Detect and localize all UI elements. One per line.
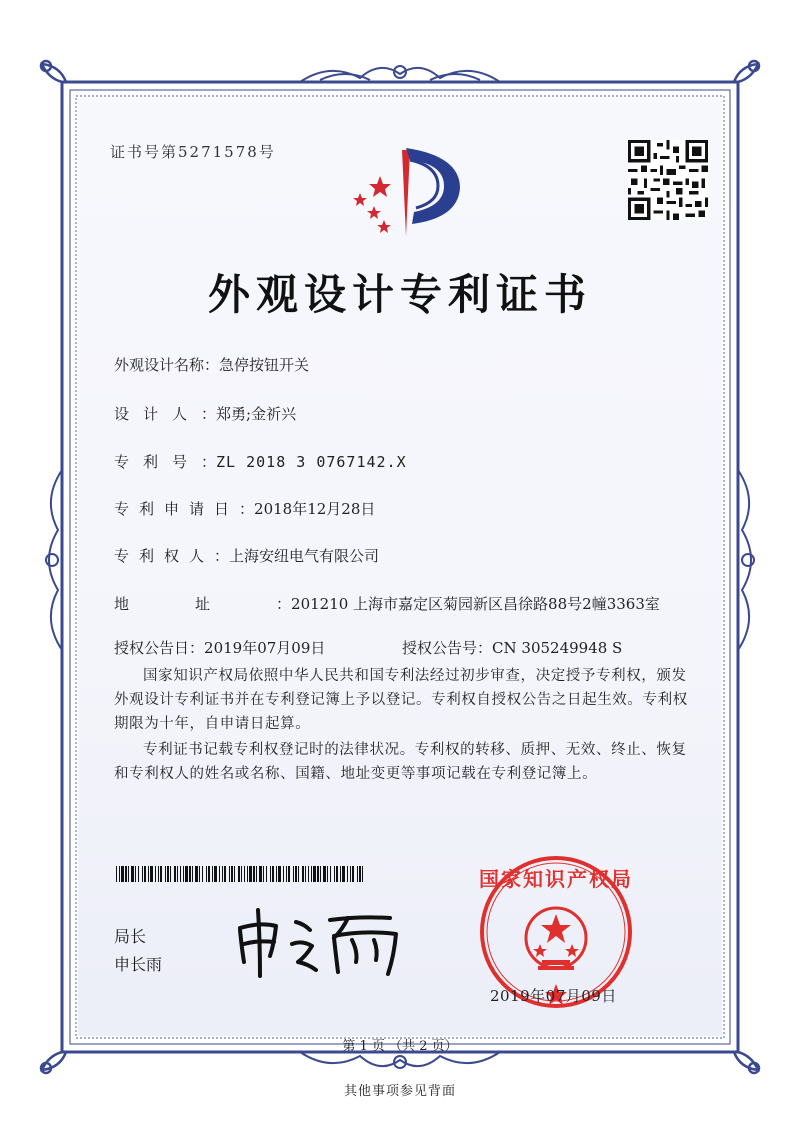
address-field bbox=[114, 593, 660, 614]
field-separator: ： bbox=[204, 356, 220, 374]
application-date-field bbox=[114, 498, 375, 519]
field-separator: ： bbox=[201, 453, 217, 471]
director-signature-icon bbox=[230, 900, 410, 980]
field-separator: ： bbox=[214, 547, 230, 565]
statement-paragraph-1: 国家知识产权局依照中华人民共和国专利法经过初步审查，决定授予专利权，颁发外观设计专利证书并在专利登记簿上予以登记。专利权自授权公告之日起生效。专利权期限为十年，自申请日起算。 bbox=[114, 668, 688, 732]
statement-paragraph-2: 专利证书记载专利权登记时的法律状况。专利权的转移、质押、无效、终止、恢复和专利权人的姓名或名称、国籍、地址变更等事项记载在专利登记簿上。 bbox=[114, 742, 687, 782]
designer-field bbox=[114, 403, 296, 424]
application-date-value: 2018年12月28日 bbox=[254, 500, 376, 518]
patent-number-label: 专利号 bbox=[114, 453, 202, 471]
field-separator: ： bbox=[189, 639, 205, 657]
grant-date-field bbox=[114, 637, 325, 658]
patent-office-emblem-icon bbox=[340, 138, 470, 248]
field-separator: ： bbox=[276, 595, 292, 613]
grant-number-field bbox=[402, 637, 622, 658]
footer-note: 其他事项参见背面 bbox=[343, 1084, 456, 1099]
patent-holder-value: 上海安纽电气有限公司 bbox=[229, 547, 380, 565]
field-separator: ： bbox=[239, 500, 255, 518]
designer-label: 设计人 bbox=[114, 405, 202, 423]
director-name: 申长雨 bbox=[114, 955, 163, 974]
address-value: 201210 上海市嘉定区菊园新区昌徐路88号2幢3363室 bbox=[291, 595, 660, 613]
designer-value: 郑勇;金祈兴 bbox=[216, 405, 297, 423]
patent-number-field bbox=[114, 451, 407, 472]
field-separator: ： bbox=[477, 639, 493, 657]
grant-date-value: 2019年07月09日 bbox=[204, 639, 326, 657]
barcode-icon bbox=[116, 866, 364, 882]
page-number: 第 1 页 （共 2 页） bbox=[342, 1039, 458, 1054]
patent-holder-label: 专利权人 bbox=[114, 547, 215, 565]
patent-holder-field bbox=[114, 545, 379, 566]
application-date-label: 专利申请日 bbox=[114, 500, 240, 518]
design-name-label: 外观设计名称 bbox=[114, 356, 205, 374]
certificate-number: 证书号第5271578号 bbox=[110, 143, 276, 161]
page-title: 外观设计专利证书 bbox=[207, 270, 592, 319]
grant-number-label: 授权公告号 bbox=[402, 639, 478, 657]
grant-number-value: CN 305249948 S bbox=[492, 639, 623, 657]
design-name-field bbox=[114, 354, 309, 375]
patent-number-value: ZL 2018 3 0767142.X bbox=[216, 453, 407, 471]
seal-date: 2019年07月09日 bbox=[490, 987, 617, 1005]
field-separator: ： bbox=[201, 405, 217, 423]
seal-text: 国家知识产权局 bbox=[479, 867, 633, 891]
grant-date-label: 授权公告日 bbox=[114, 639, 190, 657]
qr-code-icon bbox=[628, 140, 708, 220]
director-title: 局长 bbox=[114, 927, 147, 946]
design-name-value: 急停按钮开关 bbox=[219, 356, 310, 374]
address-label: 地址 bbox=[114, 595, 277, 613]
